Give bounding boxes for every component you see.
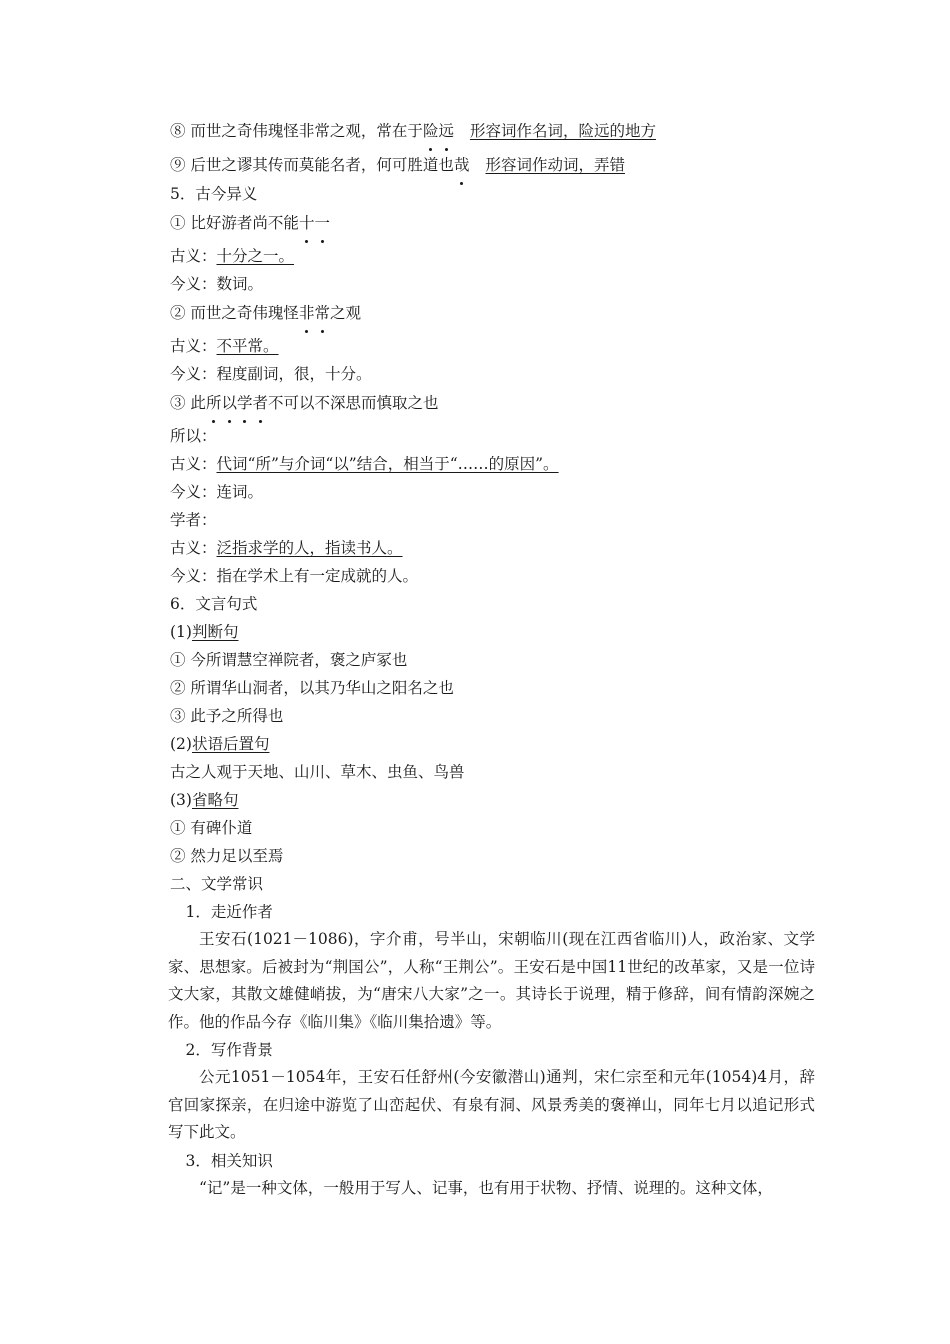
- background-paragraph: 公元1051－1054年，王安石任舒州(今安徽潜山)通判，宋仁宗至和元年(1054)4月，辞官回家探亲，在归途中游览了山峦起伏、有泉有洞、风景秀美的褒禅山，同年七月以追记形式写下此文。: [168, 1068, 815, 1141]
- item-9-dotted-word: 哉: [454, 150, 470, 180]
- s6-p3-label: 省略句: [191, 791, 239, 809]
- s5-q1: [170, 208, 815, 238]
- s6-p1-num: (1): [170, 623, 192, 641]
- s5-q3-suoyi-label: 所以：: [170, 427, 217, 445]
- document-page: [170, 116, 815, 1202]
- item-9-text: ⑨ 后世之谬其传而莫能名者，何可胜道也: [170, 156, 454, 174]
- s5-q2-dotted-word: 非常: [299, 304, 330, 322]
- s5-q3-suoyi-gu: [170, 450, 815, 478]
- s5-q2-pre: ② 而世之奇伟瑰怪: [170, 304, 299, 322]
- gu-label: 古义：: [170, 455, 217, 473]
- s6-p1-heading: [170, 618, 815, 646]
- gu-label: 古义：: [170, 337, 217, 355]
- item-8-text: ⑧ 而世之奇伟瑰怪非常之观，常在于: [170, 122, 423, 140]
- s5-q3-dotted-xuezhe: 学者: [237, 394, 268, 412]
- s6-p2-a: 古之人观于天地、山川、草木、虫鱼、鸟兽: [170, 763, 465, 781]
- s6-p1-c: ③ 此予之所得也: [170, 707, 284, 725]
- item-9-answer: 形容词作动词，弄错: [485, 156, 625, 174]
- section-6-heading: 6．文言句式: [170, 595, 258, 613]
- sec2-3-heading: 3．相关知识: [185, 1151, 273, 1170]
- s5-q2: [170, 298, 815, 328]
- item-8-answer: 形容词作名词，险远的地方: [469, 122, 656, 140]
- s6-p2-label: 状语后置句: [191, 735, 270, 753]
- s5-q3: [170, 388, 815, 418]
- s5-q1-dotted-word: 十一: [299, 214, 330, 232]
- s5-q1-jin: 今义：数词。: [170, 275, 264, 293]
- s5-q3-post: 不可以不深思而慎取之也: [268, 394, 439, 412]
- s5-q3-xuezhe-gu: [170, 534, 815, 562]
- s5-q3-suoyi-jin: 今义：连词。: [170, 483, 264, 501]
- s5-q3-xuezhe-gu-answer: 泛指求学的人，指读书人。: [216, 539, 403, 557]
- item-8: [170, 116, 815, 146]
- s6-p2-heading: [170, 730, 815, 758]
- section-2-heading: 二、文学常识: [170, 875, 264, 893]
- s5-q3-suoyi-gu-answer: 代词“所”与介词“以”结合，相当于“……的原因”。: [216, 455, 559, 473]
- s5-q2-gu: [170, 332, 815, 360]
- s5-q3-dotted-suoyi: 所以: [206, 394, 237, 412]
- s5-q1-gu-answer: 十分之一。: [216, 247, 295, 265]
- gu-label: 古义：: [170, 539, 217, 557]
- item-9: [170, 150, 815, 180]
- s6-p3-heading: [170, 786, 815, 814]
- s6-p3-a: ① 有碑仆道: [170, 819, 253, 837]
- s5-q3-pre: ③ 此: [170, 394, 206, 412]
- s5-q1-gu: [170, 242, 815, 270]
- s6-p3-b: ② 然力足以至焉: [170, 847, 284, 865]
- s5-q2-jin: 今义：程度副词，很，十分。: [170, 365, 372, 383]
- s6-p2-num: (2): [170, 735, 192, 753]
- sec2-1-heading: 1．走近作者: [185, 903, 273, 921]
- item-8-dotted-word: 险远: [423, 122, 454, 140]
- s6-p3-num: (3): [170, 791, 192, 809]
- s5-q3-xuezhe-label: 学者：: [170, 511, 217, 529]
- s5-q2-post: 之观: [329, 304, 361, 322]
- section-5-heading: 5．古今异义: [170, 185, 258, 203]
- s5-q1-text: ① 比好游者尚不能: [170, 214, 299, 232]
- s6-p1-b: ② 所谓华山洞者，以其乃华山之阳名之也: [170, 679, 454, 697]
- s5-q2-gu-answer: 不平常。: [216, 337, 279, 355]
- knowledge-paragraph: “记”是一种文体，一般用于写人、记事，也有用于状物、抒情、说理的。这种文体，: [199, 1178, 773, 1197]
- sec2-2-heading: 2．写作背景: [185, 1041, 273, 1059]
- s5-q3-xuezhe-jin: 今义：指在学术上有一定成就的人。: [170, 567, 419, 585]
- s6-p1-a: ① 今所谓慧空禅院者，褒之庐冢也: [170, 651, 408, 669]
- gu-label: 古义：: [170, 247, 217, 265]
- s6-p1-label: 判断句: [191, 623, 239, 641]
- author-paragraph: 王安石(1021－1086)，字介甫，号半山，宋朝临川(现在江西省临川)人，政治家、文学家、思想家。后被封为“荆国公”，人称“王荆公”。王安石是中国11世纪的改革家，又是一位诗文大家，其散文雄健峭拔，为“唐宋八大家”之一。其诗长于说理，精于修辞，间有情韵深婉之作。他的作品今存《临川集》《临川集拾遗》等。: [168, 930, 815, 1031]
